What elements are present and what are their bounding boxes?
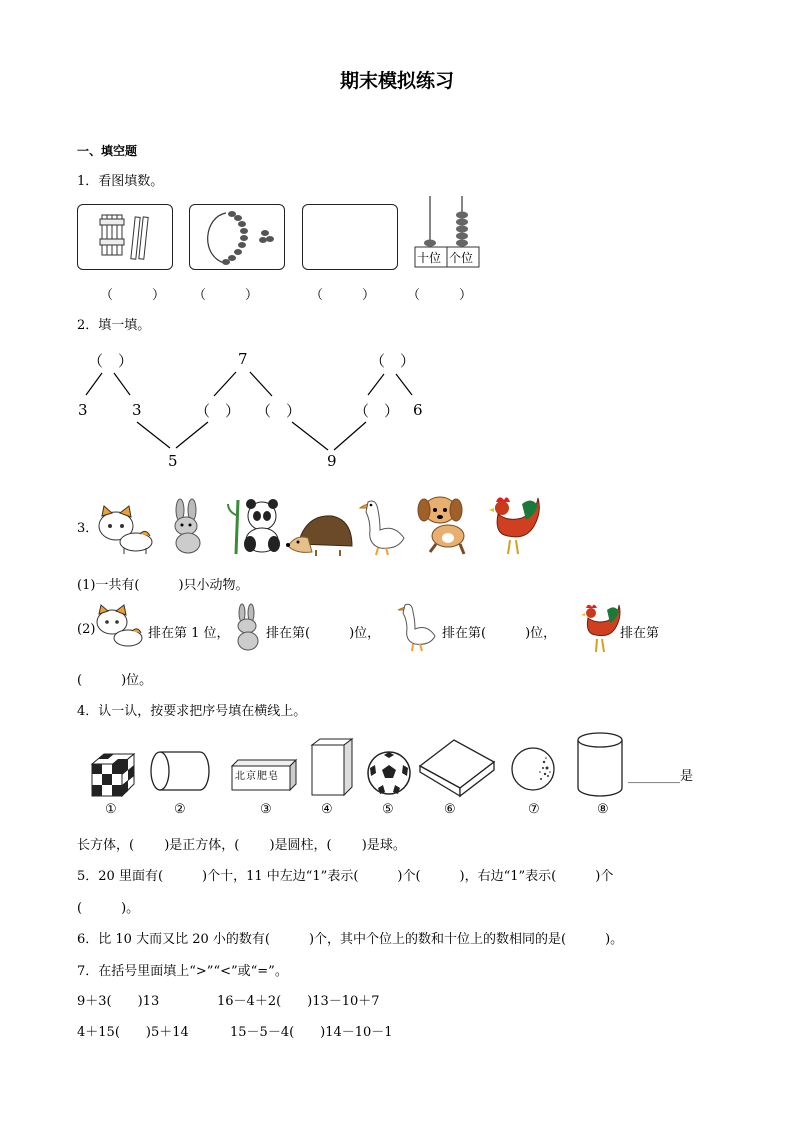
soccer-ball-icon xyxy=(366,750,412,796)
q7-row2-b: 15－5－4( )14－10－1 xyxy=(230,1025,393,1040)
shape-label-1: ① xyxy=(105,802,117,817)
q3-line2-b: 排在第 1 位， xyxy=(148,626,230,641)
page-title: 期末模拟练习 xyxy=(340,70,455,92)
goose-small-icon xyxy=(398,602,438,652)
q3-line2-c: 排在第( )位， xyxy=(266,626,381,641)
sphere-ball-icon xyxy=(510,746,556,792)
tree2-right[interactable]: （ ） xyxy=(256,402,302,420)
tree3-right: 6 xyxy=(413,401,423,419)
q7-stem: 7．在括号里面填上“>”“<”或“=”。 xyxy=(77,964,288,979)
tree3-top[interactable]: （ ） xyxy=(370,352,416,370)
rooster-icon xyxy=(488,494,540,556)
shape-label-3: ③ xyxy=(260,802,272,817)
shape-label-7: ⑦ xyxy=(528,802,540,817)
cube-checkered-icon xyxy=(90,752,136,798)
soap-box-text: 北京肥皂 xyxy=(235,771,279,782)
cat-small-icon xyxy=(94,604,148,652)
q7-row2-a: 4＋15( )5＋14 xyxy=(77,1025,189,1040)
cube-tilted-icon xyxy=(418,738,496,798)
tree2-left[interactable]: （ ） xyxy=(195,402,241,420)
rabbit-small-icon xyxy=(232,604,264,652)
q1-blank-2[interactable]: （ ） xyxy=(193,288,259,303)
bond-bottom-2: 9 xyxy=(327,452,337,470)
q3-line1: (1)一共有( )只小动物。 xyxy=(77,578,249,593)
shape-label-6: ⑥ xyxy=(444,802,456,817)
tree3-left[interactable]: （ ） xyxy=(354,402,400,420)
shape-label-8: ⑧ xyxy=(597,802,609,817)
dog-icon xyxy=(416,492,476,556)
cuboid-tall-icon xyxy=(310,737,354,797)
hedgehog-icon xyxy=(286,512,354,556)
q1-blank-4[interactable]: （ ） xyxy=(407,288,473,303)
q6-line1: 6．比 10 大而又比 20 小的数有( )个，其中个位上的数和十位上的数相同的是( )。 xyxy=(77,932,624,947)
q4-stem: 4．认一认，按要求把序号填在横线上。 xyxy=(77,704,307,719)
abacus-ones-label: 个位 xyxy=(449,251,474,265)
q3-num: 3． xyxy=(77,521,99,536)
q3-line2-a: (2) xyxy=(77,622,96,637)
q1-blank-1[interactable]: （ ） xyxy=(100,288,166,303)
bond-bottom-1: 5 xyxy=(168,452,178,470)
cylinder-lying-icon xyxy=(150,750,212,792)
q3-line2-d: 排在第( )位， xyxy=(442,626,557,641)
cat-icon xyxy=(96,506,158,556)
tree1-right: 3 xyxy=(132,401,142,419)
q5-line1: 5．20 里面有( )个十，11 中左边“1”表示( )个( )，右边“1”表示( )个 xyxy=(77,869,614,884)
cylinder-upright-icon xyxy=(576,732,624,798)
q4-line2: 长方体，( )是正方体，( )是圆柱，( )是球。 xyxy=(77,838,406,853)
q1-blank-3[interactable]: （ ） xyxy=(310,288,376,303)
section-heading: 一、填空题 xyxy=(77,144,138,158)
shape-label-2: ② xyxy=(174,802,186,817)
q7-row1-b: 16－4＋2( )13－10＋7 xyxy=(217,994,380,1009)
rooster-small-icon xyxy=(580,602,620,654)
q2-stem: 2．填一填。 xyxy=(77,318,151,333)
q7-row1-a: 9＋3( )13 xyxy=(77,994,160,1009)
q4-tail-blank[interactable]: ________是 xyxy=(628,769,694,784)
rabbit-icon xyxy=(166,500,212,556)
q3-line2-e: 排在第 xyxy=(620,626,660,641)
shape-label-5: ⑤ xyxy=(382,802,394,817)
q1-stem: 1．看图填数。 xyxy=(77,174,164,189)
tree2-top: 7 xyxy=(238,350,248,368)
tree1-left: 3 xyxy=(78,401,88,419)
q5-line2: ( )。 xyxy=(77,901,140,916)
q3-line3: ( )位。 xyxy=(77,673,153,688)
shape-label-4: ④ xyxy=(321,802,333,817)
panda-icon xyxy=(228,496,284,556)
tree1-top[interactable]: （ ） xyxy=(88,352,134,370)
goose-icon xyxy=(360,498,406,556)
abacus-tens-label: 十位 xyxy=(417,251,442,265)
